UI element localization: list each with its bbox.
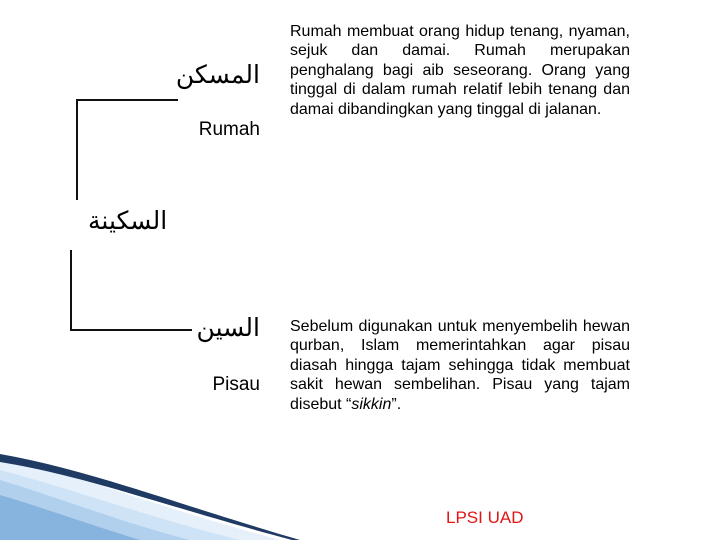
connector-top-horizontal: [76, 99, 178, 101]
connector-bottom-vertical: [70, 250, 72, 331]
root-arabic-word: السكينة: [88, 206, 168, 235]
branch-2-latin-label: Pisau: [212, 374, 260, 395]
decorative-wave: [0, 440, 300, 540]
branch-1-latin-label: Rumah: [198, 119, 260, 140]
branch-2-description-text: Sebelum digunakan untuk menyembelih hewan qurban, Islam memerintahkan agar pisau diasah hingga tajam sehingga tidak membuat sakit hewan sembelihan. Pisau yang tajam disebut “: [290, 318, 630, 413]
branch-2-description: [290, 317, 630, 414]
connector-top-vertical: [76, 99, 78, 200]
branch-2-description-italic: sikkin: [351, 395, 392, 413]
branch-2-description-end: ”.: [391, 395, 402, 413]
branch-1-description: Rumah membuat orang hidup tenang, nyaman, sejuk dan damai. Rumah merupakan penghalang bagi aib seseorang. Orang yang tinggal di dalam rumah relatif lebih tenang dan damai dibandingkan yang tinggal di jalanan.: [290, 23, 630, 118]
footer-label: LPSI UAD: [446, 508, 524, 527]
branch-1-arabic-word: المسكن: [175, 60, 260, 89]
branch-2-arabic-word: السين: [196, 313, 260, 342]
